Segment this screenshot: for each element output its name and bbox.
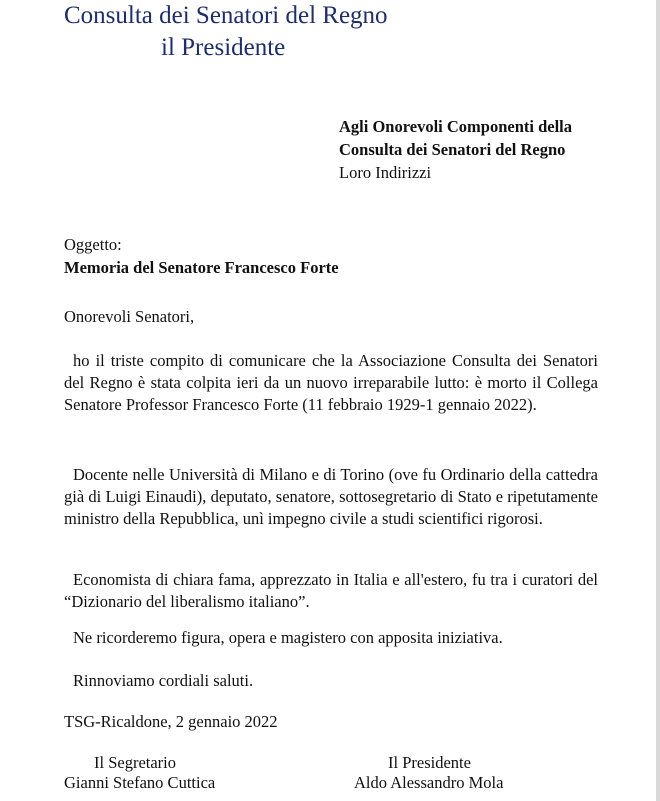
body-paragraph: Ne ricorderemo figura, opera e magistero con apposita iniziativa.	[73, 628, 503, 647]
recipient-block	[339, 115, 572, 184]
body-paragraph: ho il triste compito di comunicare che la Associazione Consulta dei Senatori del Regno è stata colpita ieri da un nuovo irreparabile lutto: è morto il Collega Senatore Professor Francesco Forte (11 febbraio 1929-1 gennaio 2022).	[64, 351, 598, 414]
body-paragraph: Economista di chiara fama, apprezzato in Italia e all'estero, fu tra i curatori del “Dizionario del liberalismo italiano”.	[64, 570, 598, 611]
president-role: Il Presidente	[388, 753, 471, 772]
secretary-role: Il Segretario	[94, 753, 177, 772]
letterhead-organization: Consulta dei Senatori del Regno	[64, 2, 388, 29]
body-paragraph: Docente nelle Università di Milano e di Torino (ove fu Ordinario della cattedra già di Luigi Einaudi), deputato, senatore, sottosegretario di Stato e ripetutamente ministro della Repubblica, unì impegno civile a studi scientifici rigorosi.	[64, 465, 598, 528]
body-paragraph: Rinnoviamo cordiali saluti.	[73, 671, 254, 690]
recipient-line-3: Loro Indirizzi	[339, 163, 432, 182]
page-edge	[656, 0, 660, 801]
secretary-name: Gianni Stefano Cuttica	[64, 773, 216, 792]
subject-text: Memoria del Senatore Francesco Forte	[64, 258, 339, 277]
president-name: Aldo Alessandro Mola	[354, 773, 504, 792]
place-date: TSG-Ricaldone, 2 gennaio 2022	[64, 712, 278, 731]
recipient-line-1: Agli Onorevoli Componenti della	[339, 117, 572, 136]
recipient-line-2: Consulta dei Senatori del Regno	[339, 140, 566, 159]
subject-label: Oggetto:	[64, 235, 122, 254]
salutation: Onorevoli Senatori,	[64, 307, 195, 326]
letterhead-office: il Presidente	[161, 34, 286, 61]
